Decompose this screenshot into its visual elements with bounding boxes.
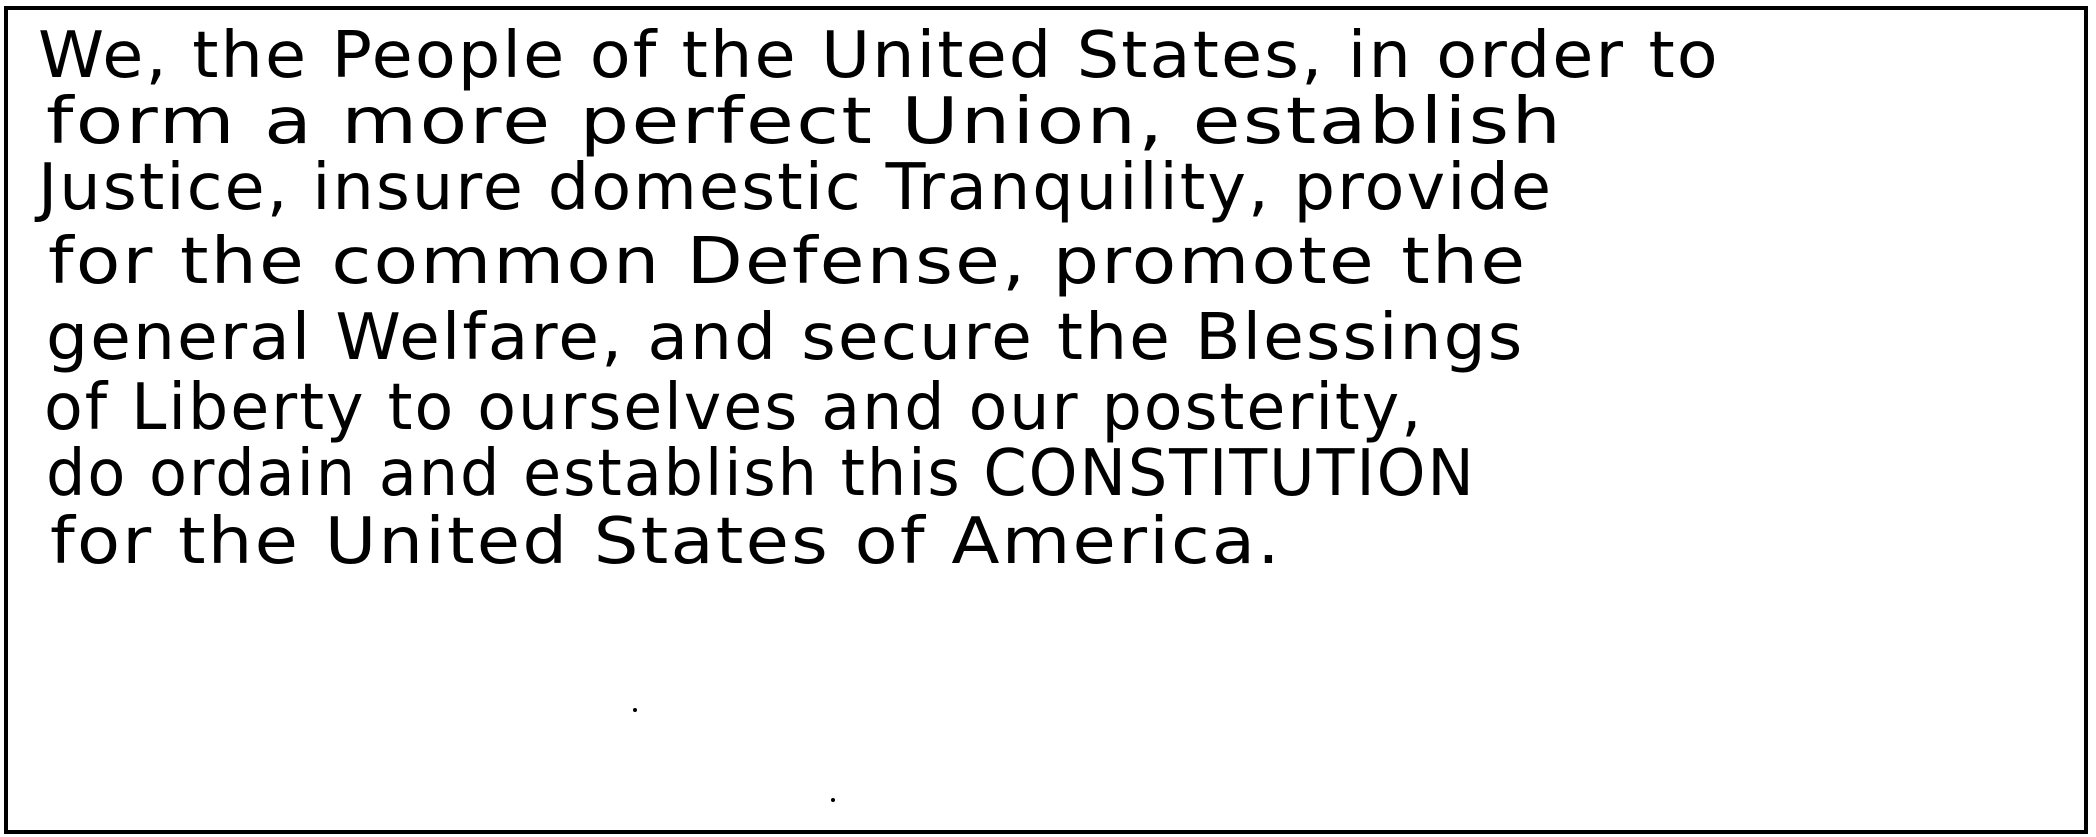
text-line-4: for the common Defense, promote the: [48, 225, 1528, 299]
text-line-5: general Welfare, and secure the Blessings: [46, 301, 1525, 375]
text-line-1: We, the People of the United States, in order to: [38, 19, 1720, 93]
text-line-6: of Liberty to ourselves and our posterity,: [44, 371, 1424, 445]
paper-speck: [831, 798, 835, 802]
handwriting-sample-box: [4, 6, 2088, 834]
text-line-7: do ordain and establish this CONSTITUTION: [46, 437, 1476, 511]
paper-speck: [633, 708, 637, 712]
text-line-8: for the United States of America.: [50, 505, 1282, 579]
text-line-2: form a more perfect Union, establish: [46, 85, 1564, 159]
text-line-3: Justice, insure domestic Tranquility, provide: [38, 151, 1554, 225]
